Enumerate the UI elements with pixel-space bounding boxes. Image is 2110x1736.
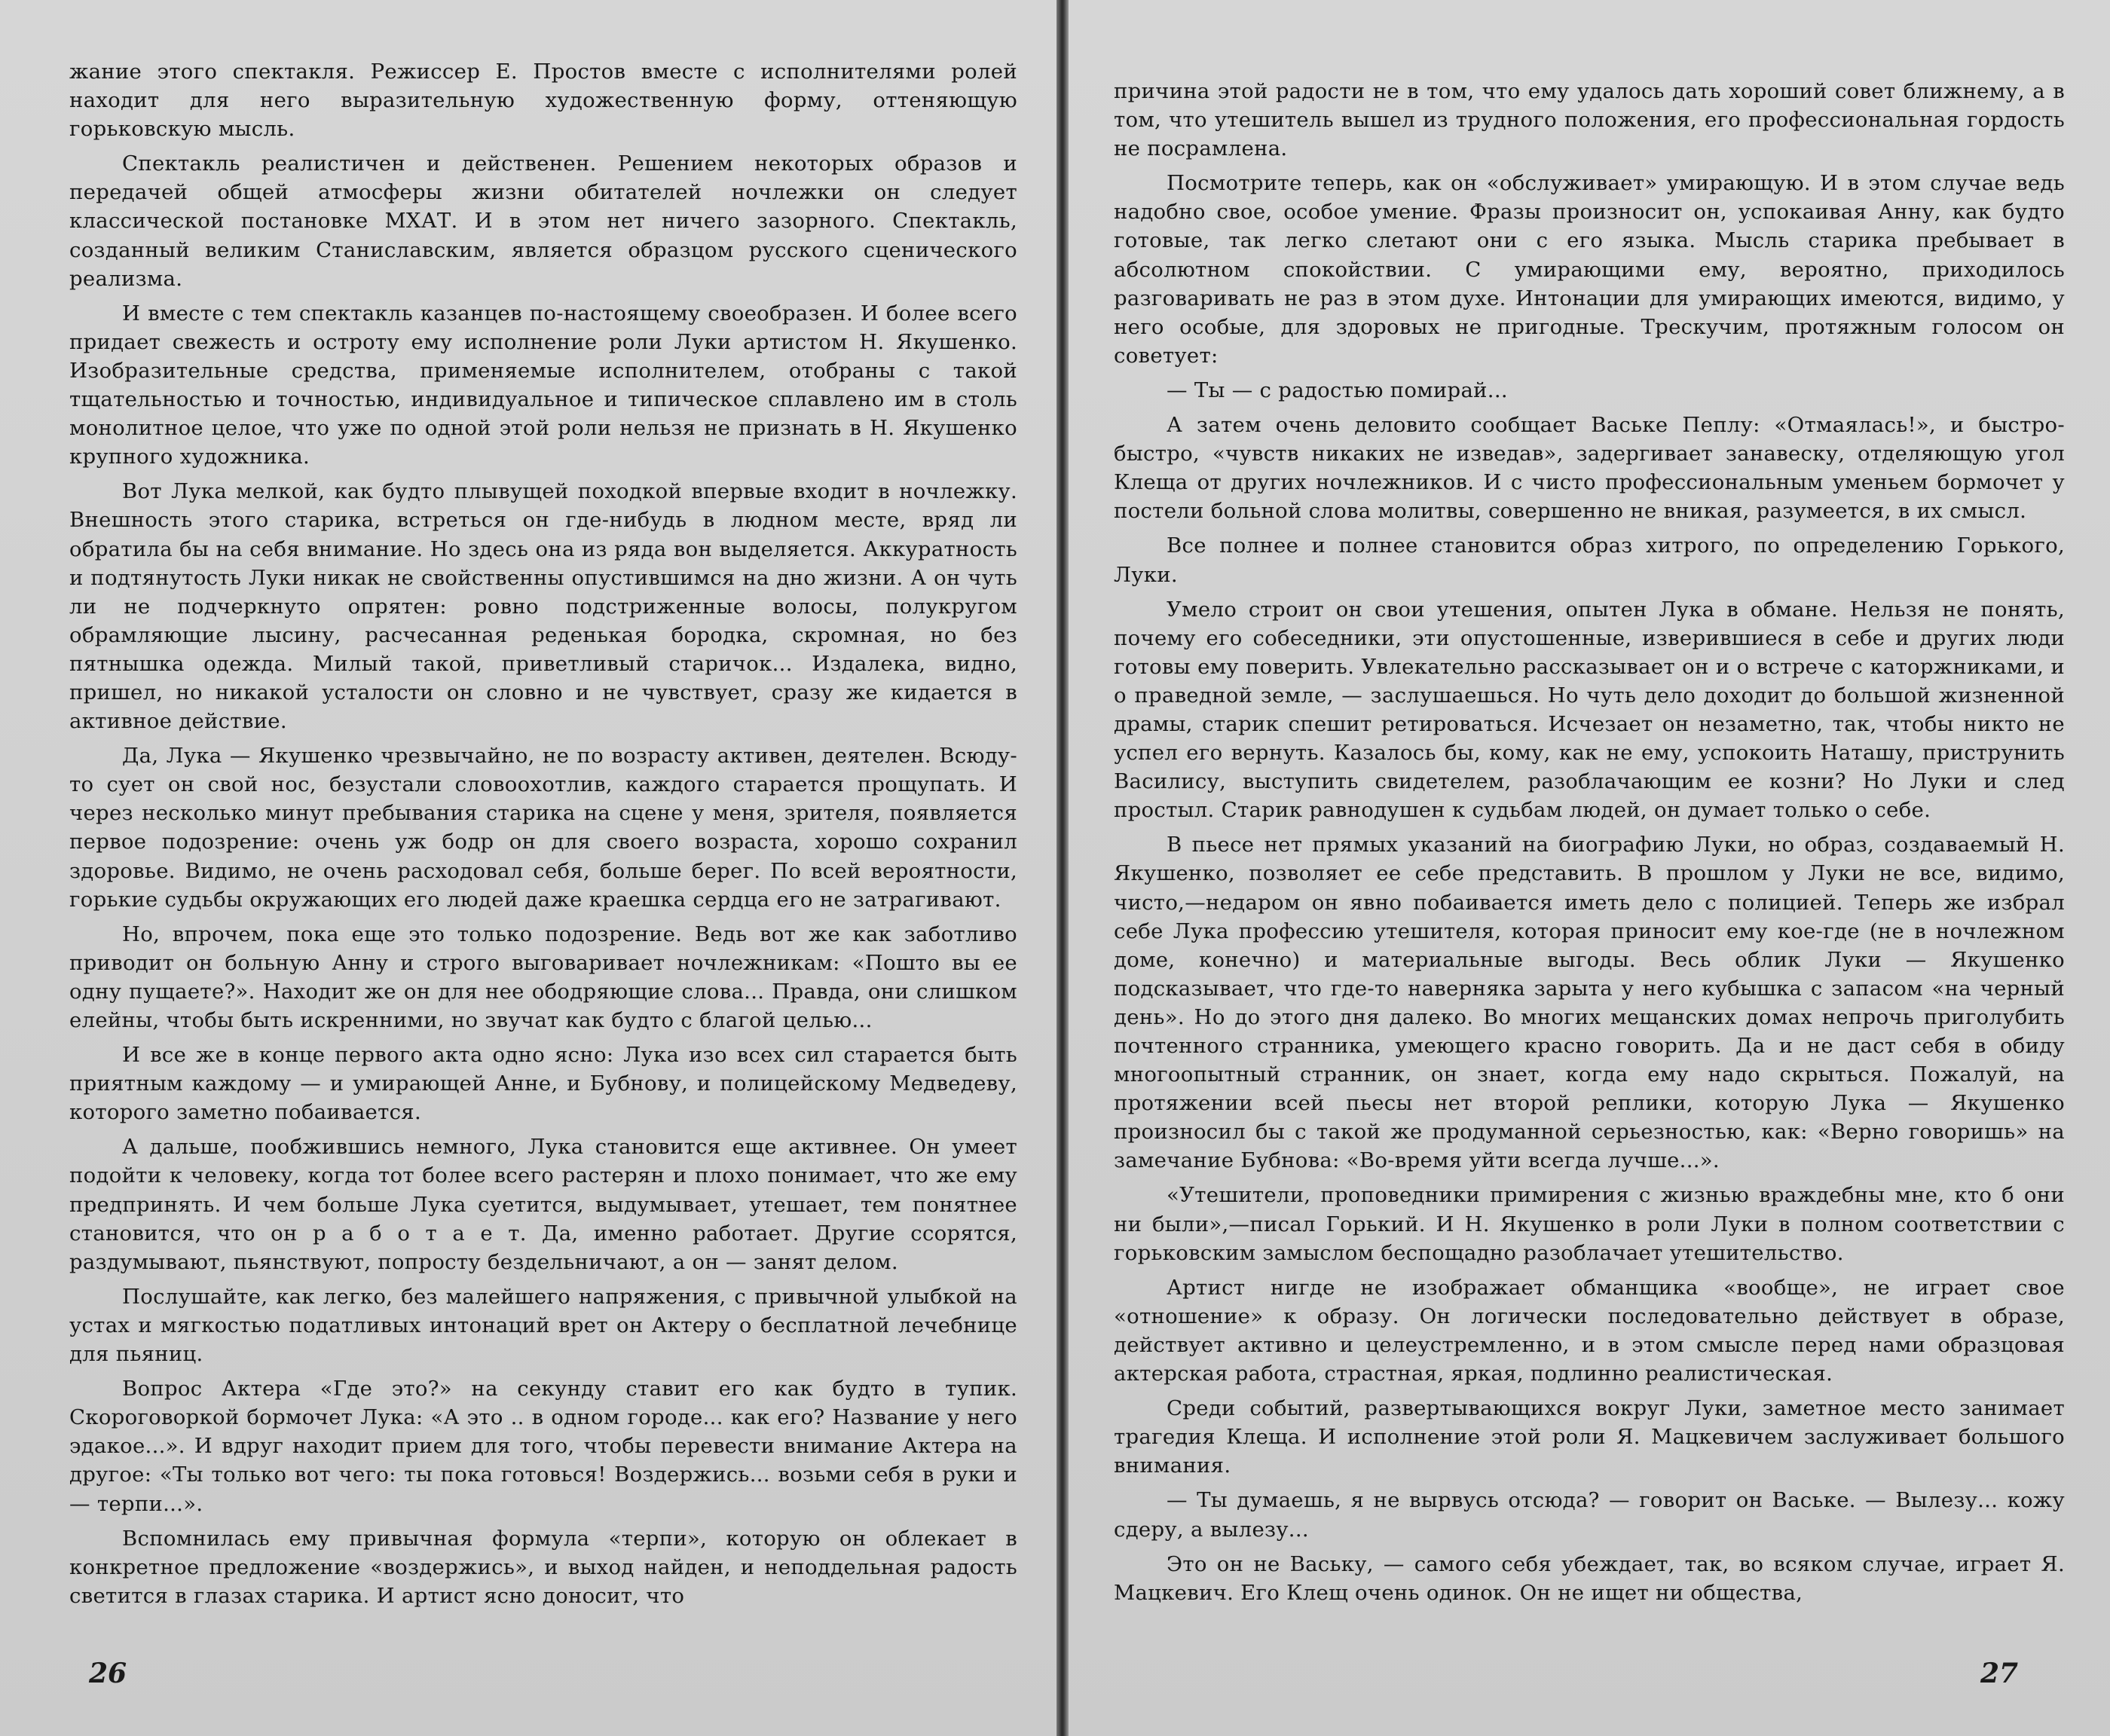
- paragraph: причина этой радости не в том, что ему удалось дать хороший совет ближнему, а в том, что утешитель вышел из трудного положения, его профессиональная гордость не посрамлена.: [1114, 79, 2065, 161]
- dialogue-line: — Ты думаешь, я не вырвусь отсюда? — говорит он Ваське. — Вылезу... кожу сдеру, а вылезу...: [1114, 1488, 2065, 1542]
- paragraph: Среди событий, развертывающихся вокруг Луки, заметное место занимает трагедия Клеща. И исполнение этой роли Я. Мацкевичем заслуживает большого внимания.: [1114, 1396, 2065, 1478]
- paragraph: Все полнее и полнее становится образ хитрого, по определению Горького, Луки.: [1114, 533, 2065, 587]
- paragraph: Это он не Ваську, — самого себя убеждает, так, во всяком случае, играет Я. Мацкевич. Его Клещ очень одинок. Он не ищет ни общества,: [1114, 1551, 2065, 1605]
- paragraph: В пьесе нет прямых указаний на биографию Луки, но образ, создаваемый Н. Якушенко, позволяет ее себе представить. В прошлом у Луки не все, видимо, чисто,—недаром он явно побаивается иметь дело с полицией. Теперь же избрал себе Лука профессию утешителя, которая приносит ему кое-где (не в ночлежном доме, конечно) и материальные выгоды. Весь облик Луки — Якушенко подсказывает, что где-то наверняка зарыта у него кубышка с запасом «на черный день». Но до этого дня далеко. Во многих мещанских домах непрочь приголубить почтенного странника, умеющего красно говорить. Да и не даст себя в обиду многоопытный странник, он знает, когда ему надо скрыться. Пожалуй, на протяжении всей пьесы нет второй реплики, которую Лука — Якушенко произносил бы с такой же продуманной серьезностью, как: «Верно говоришь» на замечание Бубнова: «Во-время уйти всегда лучше...».: [1114, 833, 2065, 1173]
- page-number-right: 27: [1980, 1658, 2019, 1689]
- paragraph: А затем очень деловито сообщает Ваське Пеплу: «Отмаялась!», и быстро-быстро, «чувств никаких не изведав», задергивает занавеску, отделяющую угол Клеща от других ночлежников. И с чисто профессиональным уменьем бормочет у постели больной слова молитвы, совершенно не вникая, разумеется, в их смысл.: [1114, 413, 2065, 524]
- paragraph: «Утешители, проповедники примирения с жизнью враждебны мне, кто б они ни были»,—писал Горький. И Н. Якушенко в роли Луки в полном соответствии с горьковским замыслом беспощадно разоблачает утешительство.: [1114, 1183, 2065, 1265]
- paragraph: И все же в конце первого акта одно ясно: Лука изо всех сил старается быть приятным каждому — и умирающей Анне, и Бубнову, и полицейскому Медведеву, которого заметно побаивается.: [69, 1043, 1017, 1125]
- paragraph: жание этого спектакля. Режиссер Е. Простов вместе с исполнителями ролей находит для него выразительную художественную форму, оттеняющую горьковскую мысль.: [69, 60, 1017, 142]
- paragraph: Посмотрите теперь, как он «обслуживает» умирающую. И в этом случае ведь надобно свое, особое умение. Фразы произносит он, успокаивая Анну, как будто готовые, так легко слетают они с его языка. Мысль старика пребывает в абсолютном спокойствии. С умирающими ему, вероятно, приходилось разговаривать не раз в этом духе. Интонации для умирающих имеются, видимо, у него особые, для здоровых не пригодные. Трескучим, протяжным голосом он советует:: [1114, 171, 2065, 368]
- left-page-text: [69, 57, 1017, 1616]
- paragraph: Артист нигде не изображает обманщика «вообще», не играет свое «отношение» к образу. Он логически последовательно действует в образе, действует активно и целеустремленно, и в этом смысле перед нами образцовая актерская работа, страстная, яркая, подлинно реалистическая.: [1114, 1275, 2065, 1386]
- paragraph: Вспомнилась ему привычная формула «терпи», которую он облекает в конкретное предложение «воздержись», и выход найден, и неподдельная радость светится в глазах старика. И артист ясно доносит, что: [69, 1526, 1017, 1608]
- paragraph: Послушайте, как легко, без малейшего напряжения, с привычной улыбкой на устах и мягкостью податливых интонаций врет он Актеру о бесплатной лечебнице для пьяниц.: [69, 1284, 1017, 1367]
- paragraph: Вот Лука мелкой, как будто плывущей походкой впервые входит в ночлежку. Внешность этого старика, встреться он где-нибудь в людном месте, вряд ли обратила бы на себя внимание. Но здесь она из ряда вон выделяется. Аккуратность и подтянутость Луки никак не свойственны опустившимся на дно жизни. А он чуть ли не подчеркнуто опрятен: ровно подстриженные волосы, полукругом обрамляющие лысину, расчесанная реденькая бородка, скромная, но без пятнышка одежда. Милый такой, приветливый старичок... Издалека, видно, пришел, но никакой усталости он словно и не чувствует, сразу же кидается в активное действие.: [69, 479, 1017, 734]
- book-gutter: [1057, 0, 1069, 1736]
- page-number-left: 26: [89, 1658, 127, 1689]
- paragraph: Да, Лука — Якушенко чрезвычайно, не по возрасту активен, деятелен. Всюду-то сует он свой нос, безустали словоохотлив, каждого старается прощупать. И через несколько минут пребывания старика на сцене у меня, зрителя, появляется первое подозрение: очень уж бодр он для своего возраста, хорошо сохранил здоровье. Видимо, не очень расходовал себя, больше берег. По всей вероятности, горькие судьбы окружающих его людей даже краешка сердца его не затрагивают.: [69, 744, 1017, 912]
- right-page-text: [1114, 77, 2065, 1613]
- paragraph: Но, впрочем, пока еще это только подозрение. Ведь вот же как заботливо приводит он больную Анну и строго выговаривает ночлежникам: «Пошто вы ее одну пущаете?». Находит же он для нее ободряющие слова... Правда, они слишком елейны, чтобы быть искренними, но звучат как будто с благой целью...: [69, 921, 1017, 1032]
- paragraph: Умело строит он свои утешения, опытен Лука в обмане. Нельзя не понять, почему его собеседники, эти опустошенные, изверившиеся в себе и других люди готовы ему поверить. Увлекательно рассказывает он и о встрече с каторжниками, и о праведной земле, — заслушаешься. Но чуть дело доходит до большой жизненной драмы, старик спешит ретироваться. Исчезает он незаметно, так, чтобы никто не успел его вернуть. Казалось бы, кому, как не ему, успокоить Наташу, приструнить Василису, выступить свидетелем, разоблачающим ее козни? Но Луки и след простыл. Старик равнодушен к судьбам людей, он думает только о себе.: [1114, 597, 2065, 823]
- paragraph: И вместе с тем спектакль казанцев по-настоящему своеобразен. И более всего придает свежесть и остроту ему исполнение роли Луки артистом Н. Якушенко. Изобразительные средства, применяемые исполнителем, отобраны с такой тщательностью и точностью, индивидуальное и типическое сплавлено им в столь монолитное целое, что уже по одной этой роли нельзя не признать в Н. Якушенко крупного художника.: [69, 301, 1017, 469]
- paragraph: А дальше, пообжившись немного, Лука становится еще активнее. Он умеет подойти к человеку, когда тот более всего растерян и плохо понимает, что же ему предпринять. И чем больше Лука суетится, выдумывает, утешает, тем понятнее становится, что он р а б о т а е т. Да, именно работает. Другие ссорятся, раздумывают, пьянствуют, попросту бездельничают, а он — занят делом.: [69, 1135, 1017, 1274]
- paragraph: Спектакль реалистичен и действенен. Решением некоторых образов и передачей общей атмосферы жизни обитателей ночлежки он следует классической постановке МХАТ. И в этом нет ничего зазорного. Спектакль, созданный великим Станиславским, является образцом русского сценического реализма.: [69, 151, 1017, 291]
- dialogue-line: — Ты — с радостью помирай...: [1167, 377, 1508, 402]
- paragraph: Вопрос Актера «Где это?» на секунду ставит его как будто в тупик. Скороговоркой бормочет Лука: «А это .. в одном городе... как его? Название у него эдакое...». И вдруг находит прием для того, чтобы перевести внимание Актера на другое: «Ты только вот чего: ты пока готовься! Воздержись... возьми себя в руки и — терпи...».: [69, 1377, 1017, 1516]
